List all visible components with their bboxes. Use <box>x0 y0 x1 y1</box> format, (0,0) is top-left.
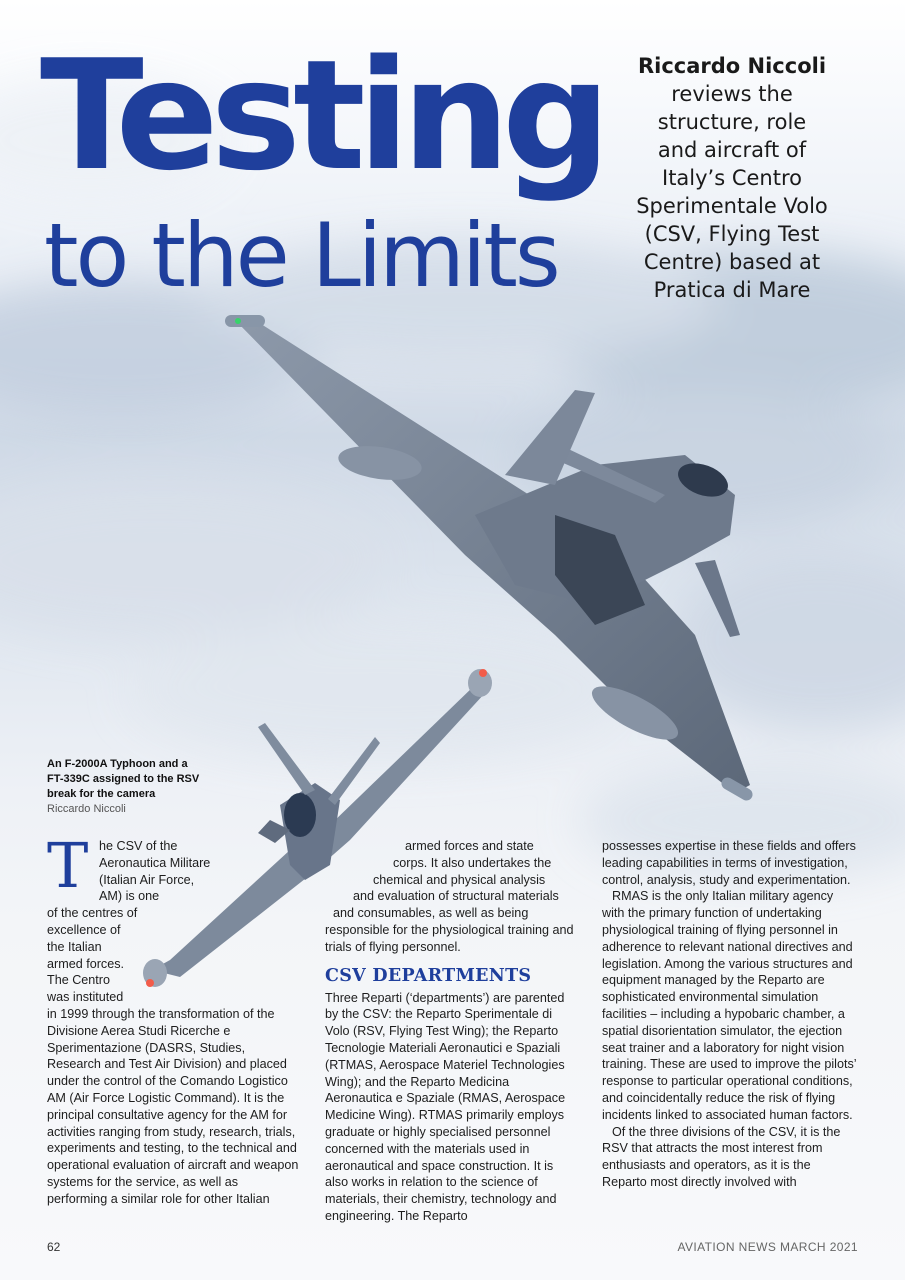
standfirst-line: Sperimentale Volo <box>636 194 828 218</box>
drop-cap: T <box>47 829 89 902</box>
standfirst-line: and aircraft of <box>657 138 807 162</box>
standfirst-line: (CSV, Flying Test <box>644 222 820 246</box>
standfirst-line: Centre) based at <box>643 250 821 274</box>
body-column-2 <box>325 838 575 1225</box>
body-paragraph: responsible for the physiological training and trials of flying personnel. <box>325 922 574 954</box>
page-number: 62 <box>47 1240 61 1254</box>
standfirst-line: Pratica di Mare <box>653 278 811 302</box>
section-heading: CSV DEPARTMENTS <box>325 965 532 986</box>
body-line: chemical and physical analysis <box>373 872 546 887</box>
author-name: Riccardo Niccoli <box>637 54 827 78</box>
body-line: The Centro <box>47 973 110 988</box>
body-line: and evaluation of structural materials <box>353 889 559 904</box>
body-line: armed forces and state <box>405 839 534 853</box>
body-line: AM) is one <box>99 889 160 904</box>
standfirst <box>612 52 852 304</box>
photo-credit: Riccardo Niccoli <box>47 803 126 815</box>
standfirst-line: reviews the <box>671 82 793 106</box>
body-paragraph: possesses expertise in these fields and offers leading capabilities in terms of investigation, control, analysis, study and experimentation. <box>602 839 856 887</box>
body-line: was instituted <box>47 990 124 1005</box>
photo-caption <box>47 757 207 817</box>
body-column-1 <box>47 829 299 1208</box>
body-column-3 <box>602 838 858 1191</box>
body-wrap-block <box>325 838 575 922</box>
body-line: armed forces. <box>47 956 124 971</box>
body-line: excellence of <box>47 922 121 937</box>
body-paragraph: in 1999 through the transformation of the Divisione Aerea Studi Ricerche e Sperimentazione (DASRS, Studies, Research and Test Air Division) and placed under the control of the Comando Logistico AM (Air Force Logistic Command). It is the principal consultative agency for the AM for activities ranging from study, research, trials, experiments and testing, to the technical and operational evaluation of aircraft and weapon systems for the service, as well as performing a similar role for other Italian <box>47 1006 299 1206</box>
body-line: (Italian Air Force, <box>99 872 195 887</box>
body-paragraph: RMAS is the only Italian military agency with the primary function of undertaking physiological training of flying personnel in adherence to relevant national directives and legislation. Among the various structures and equipment managed by the Reparto are sophisticated environmental simulation facilities – including a hypobaric chamber, a spatial disorientation simulator, the ejection seat trainer and a laboratory for night vision training. These are used to improve the pilots’ response to particular operational conditions, and coincidentally reduce the risk of flying incidents linked to associated human factors. <box>602 889 857 1122</box>
standfirst-line: structure, role <box>657 110 807 134</box>
article-title: Testing <box>40 27 603 204</box>
body-paragraph: Three Reparti (‘departments’) are parented by the CSV: the Reparto Sperimentale di Volo (RSV, Flying Test Wing); the Reparto Tecnologie Materiali Aeronautici e Spaziali (RTMAS, Aerospace Materiel Technologies Wing); and the Reparto Medicina Aeronautica e Spaziale (RMAS, Aerospace Medicine Wing). RTMAS primarily employs graduate or highly specialised personnel concerned with the materials used in aeronautical and space construction. It is also works in relation to the science of materials, their chemistry, technology and engineering. The Reparto <box>325 990 566 1223</box>
body-line: of the centres of <box>47 906 138 921</box>
caption-text: An F-2000A Typhoon and a FT-339C assigned to the RSV break for the camera <box>47 758 200 800</box>
body-paragraph: Of the three divisions of the CSV, it is the RSV that attracts the most interest from enthusiasts and operators, as it is the Reparto most directly involved with <box>602 1124 841 1189</box>
body-line: and consumables, as well as being <box>333 906 529 921</box>
article-subtitle: to the Limits <box>44 204 558 307</box>
body-line: the Italian <box>47 939 102 954</box>
body-line: corps. It also undertakes the <box>393 855 552 870</box>
standfirst-line: Italy’s Centro <box>662 166 802 190</box>
body-line: Aeronautica Militare <box>99 855 211 870</box>
publication-footer: AVIATION NEWS MARCH 2021 <box>677 1240 858 1254</box>
body-line: he CSV of the <box>99 839 178 853</box>
